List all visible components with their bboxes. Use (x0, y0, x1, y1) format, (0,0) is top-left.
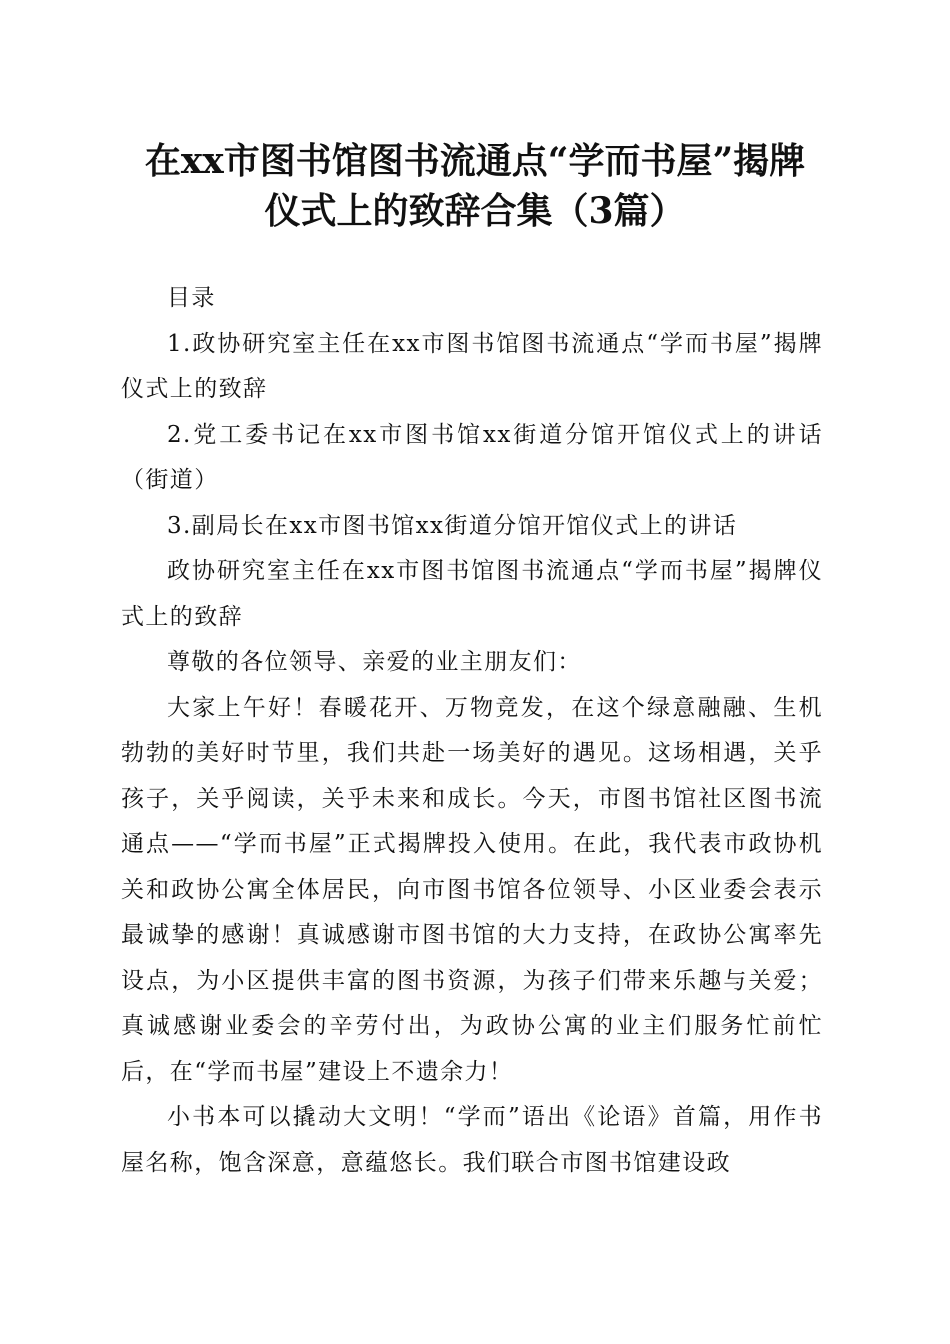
section-title: 政协研究室主任在xx市图书馆图书流通点“学而书屋”揭牌仪式上的致辞 (121, 558, 823, 630)
salutation: 尊敬的各位领导、亲爱的业主朋友们： (167, 649, 582, 675)
toc-item-1: 1.政协研究室主任在xx市图书馆图书流通点“学而书屋”揭牌仪式上的致辞 (121, 330, 823, 402)
toc-heading: 目录 (167, 285, 216, 311)
document-title (100, 136, 850, 236)
paragraph-2: 小书本可以撬动大文明！“学而”语出《论语》首篇，用作书屋名称，饱含深意，意蕴悠长。我们联合市图书馆建设政 (121, 1104, 823, 1176)
toc-item-3: 3.副局长在xx市图书馆xx街道分馆开馆仪式上的讲话 (167, 512, 738, 539)
title-line-2: 仪式上的致辞合集（3篇） (264, 190, 686, 232)
document-body (121, 276, 823, 1186)
title-line-1: 在xx市图书馆图书流通点“学而书屋”揭牌 (144, 140, 806, 182)
paragraph-1: 大家上午好！春暖花开、万物竞发，在这个绿意融融、生机勃勃的美好时节里，我们共赴一场美好的遇见。这场相遇，关乎孩子，关乎阅读，关乎未来和成长。今天，市图书馆社区图书流通点——“学而书屋”正式揭牌投入使用。在此，我代表市政协机关和政协公寓全体居民，向市图书馆各位领导、小区业委会表示最诚挚的感谢！真诚感谢市图书馆的大力支持，在政协公寓率先设点，为小区提供丰富的图书资源，为孩子们带来乐趣与关爱；真诚感谢业委会的辛劳付出，为政协公寓的业主们服务忙前忙后，在“学而书屋”建设上不遗余力！ (121, 694, 823, 1085)
toc-item-2: 2.党工委书记在xx市图书馆xx街道分馆开馆仪式上的讲话（街道） (121, 421, 823, 493)
